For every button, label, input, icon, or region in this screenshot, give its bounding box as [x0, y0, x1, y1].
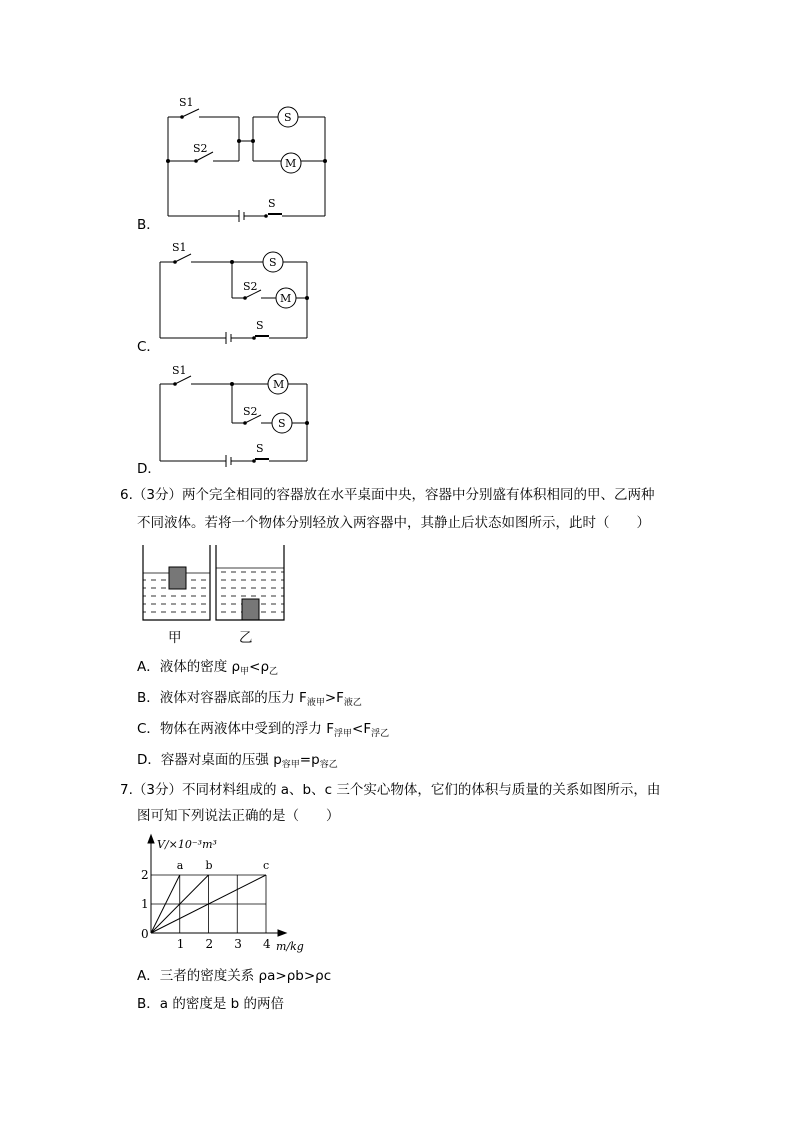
label-s: S [256, 319, 264, 332]
q5-option-c-label: C． [137, 339, 160, 355]
y-tick-label: 2 [141, 868, 149, 882]
x-tick-label: 1 [176, 937, 185, 951]
label-motor: M [285, 157, 297, 170]
label-s1: S1 [172, 364, 187, 377]
q6-stem-line2: 不同液体。若将一个物体分别轻放入两容器中，其静止后状态如图所示，此时（ ） [137, 515, 650, 531]
q6-option-c: C．物体在两液体中受到的浮力 $F_{浮甲}<F_{浮乙}$ [137, 721, 390, 739]
label-bell: S [269, 256, 277, 269]
q6-option-b: B．液体对容器底部的压力 $F_{液甲}>F_{液乙}$ [137, 690, 362, 708]
x-axis-arrow [278, 930, 286, 936]
x-tick-label: 2 [205, 937, 214, 951]
y-tick-label: 1 [141, 897, 149, 911]
label-s1: S1 [172, 241, 187, 254]
q6-option-a: A．液体的密度 $\rho_甲<\rho_乙$ [137, 659, 279, 677]
x-tick-label: 4 [263, 937, 271, 951]
label-s2: S2 [193, 142, 208, 155]
y-axis-label: V/×10⁻³m³ [157, 838, 217, 851]
q5-option-b-label: B． [137, 217, 160, 233]
q7-stem-line2: 图可知下列说法正确的是（ ） [137, 808, 340, 824]
series-label-b: b [205, 859, 213, 872]
label-s: S [268, 197, 276, 210]
q5-option-d-label: D． [137, 461, 161, 477]
fig-label-yi: 乙 [239, 630, 253, 646]
label-bell: S [284, 111, 292, 124]
y-axis-arrow [148, 835, 154, 843]
label-motor: M [273, 378, 285, 391]
label-motor: M [280, 292, 292, 305]
x-tick-label: 3 [234, 937, 242, 951]
series-label-a: a [176, 859, 184, 872]
label-s2: S2 [243, 280, 258, 293]
fig-label-jia: 甲 [168, 630, 182, 646]
x-axis-label: m/kg [276, 940, 304, 953]
label-s1: S1 [179, 96, 194, 109]
label-s2: S2 [243, 405, 258, 418]
series-label-c: c [263, 859, 270, 872]
origin-label: 0 [141, 927, 149, 941]
label-bell: S [278, 417, 286, 430]
q7-option-b: B．a 的密度是 b 的两倍 [137, 996, 284, 1012]
q6-option-d: D．容器对桌面的压强 $p_{容甲}=p_{容乙}$ [137, 752, 338, 770]
q6-stem-line1: 6.（3分）两个完全相同的容器放在水平桌面中央，容器中分别盛有体积相同的甲、乙两种 [120, 487, 655, 503]
q7-option-a: A．三者的密度关系 ρa>ρb>ρc [137, 968, 332, 984]
label-s: S [256, 442, 264, 455]
q7-stem-line1: 7.（3分）不同材料组成的 a、b、c 三个实心物体，它们的体积与质量的关系如图所示，由 [120, 782, 661, 798]
